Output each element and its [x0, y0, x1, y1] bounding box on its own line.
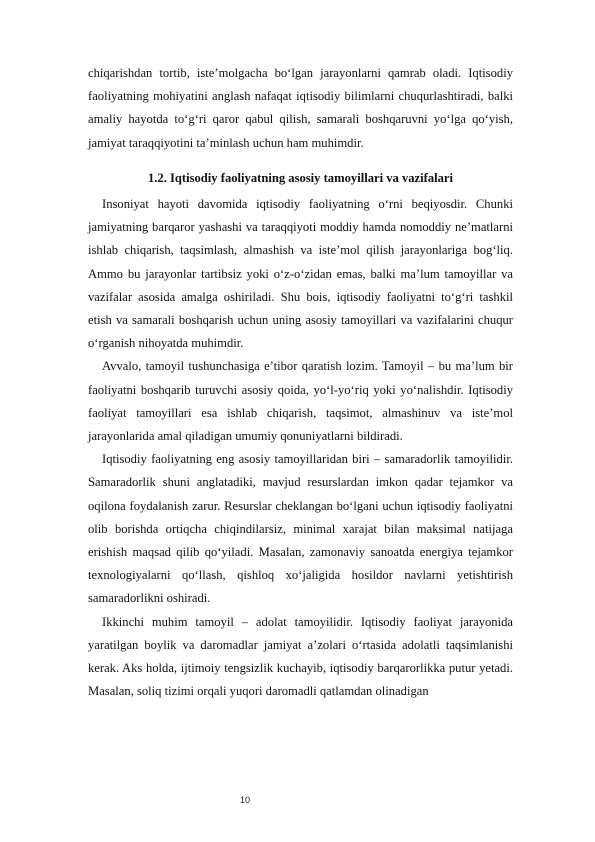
section-heading: 1.2. Iqtisodiy faoliyatning asosiy tamoyillari va vazifalari — [147, 170, 454, 185]
page-number: 10 — [239, 795, 250, 805]
intro-paragraph: chiqarishdan tortib, iste’molgacha bo‘lgan jarayonlarni qamrab oladi. Iqtisodiy faoliyatning mohiyatini anglash nafaqat iqtisodiy bilimlarni chuqurlashtiradi, balki amaliy hayotda to‘g‘ri qaror qabul qilish, samarali boshqaruvni yo‘lga qo‘yish, jamiyat taraqqiyotini ta’minlash uchun ham muhimdir. — [88, 66, 513, 150]
document-page — [88, 62, 513, 703]
paragraph-1: Insoniyat hayoti davomida iqtisodiy faoliyatning o‘rni beqiyosdir. Chunki jamiyatning barqaror yashashi va taraqqiyoti moddiy hamda nomoddiy ne’matlarni ishlab chiqarish, taqsimlash, almashish va iste’mol qilish jarayonlariga bog‘liq. Ammo bu jarayonlar tartibsiz yoki o‘z-o‘zidan emas, balki ma’lum tamoyillar va vazifalar asosida amalga oshiriladi. Shu bois, iqtisodiy faoliyatni to‘g‘ri tashkil etish va samarali boshqarish uchun uning asosiy tamoyillari va vazifalarini chuqur o‘rganish nihoyatda muhimdir. — [88, 197, 513, 351]
paragraph-4: Ikkinchi muhim tamoyil – adolat tamoyilidir. Iqtisodiy faoliyat jarayonida yaratilgan boylik va daromadlar jamiyat a’zolari o‘rtasida adolatli taqsimlanishi kerak. Aks holda, ijtimoiy tengsizlik kuchayib, iqtisodiy barqarorlikka putur yetadi. Masalan, soliq tizimi orqali yuqori daromadli qatlamdan olinadigan — [88, 614, 513, 699]
paragraph-2: Avvalo, tamoyil tushunchasiga e’tibor qaratish lozim. Tamoyil – bu ma’lum bir faoliyatni boshqarib turuvchi asosiy qoida, yo‘l-yo‘riq yoki yo‘nalishdir. Iqtisodiy faoliyat tamoyillari esa ishlab chiqarish, taqsimot, almashinuv va iste’mol jarayonlarida amal qiladigan umumiy qonuniyatlarni bildiradi. — [88, 359, 513, 444]
paragraph-3: Iqtisodiy faoliyatning eng asosiy tamoyillaridan biri – samaradorlik tamoyilidir. Samaradorlik shuni anglatadiki, mavjud resurslardan imkon qadar tejamkor va oqilona foydalanish zarur. Resurslar cheklangan bo‘lgani uchun iqtisodiy faoliyatni olib borishda ortiqcha chiqindilarsiz, minimal xarajat bilan maksimal natijaga erishish maqsad qilib qo‘yiladi. Masalan, zamonaviy sanoatda energiya tejamkor texnologiyalarni qo‘llash, qishloq xo‘jaligida hosildor navlarni yetishtirish samaradorlikni oshiradi. — [88, 452, 513, 606]
